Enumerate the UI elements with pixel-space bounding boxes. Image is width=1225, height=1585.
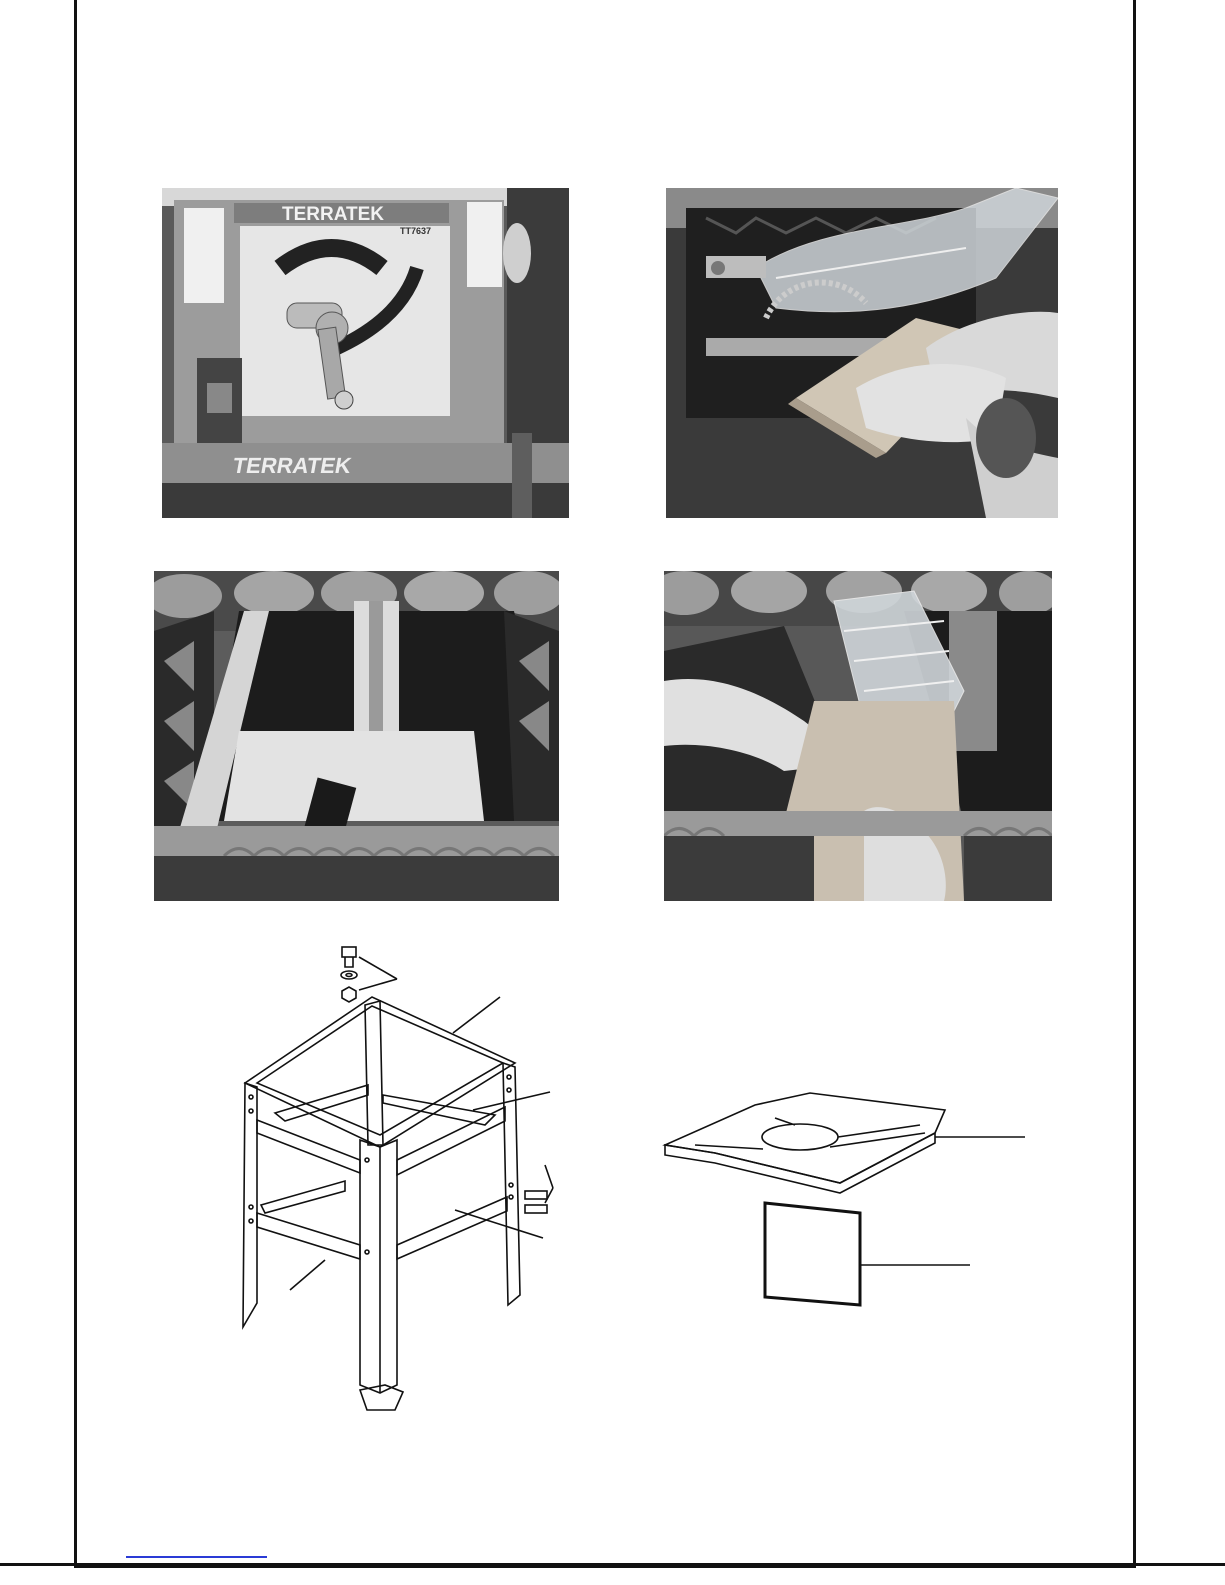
bolt-icon xyxy=(525,1191,547,1199)
table-insert-diagram xyxy=(655,1075,1035,1310)
blade-guard-install-photo xyxy=(666,188,1058,518)
brand-logo-bottom: TERRATEK xyxy=(230,453,354,478)
brand-logo-top: TERRATEK xyxy=(282,204,385,225)
bolt-icon xyxy=(342,947,356,957)
bolt-icon xyxy=(525,1205,547,1213)
guard-removal-photo xyxy=(664,571,1052,901)
model-label: TT7637 xyxy=(400,226,432,236)
riving-knife-photo xyxy=(154,571,559,901)
footer-link-underline[interactable] xyxy=(126,1556,267,1558)
page-bottom-rule xyxy=(0,1563,1225,1566)
stand-assembly-diagram xyxy=(225,935,570,1415)
saw-front-panel-photo xyxy=(162,188,569,518)
